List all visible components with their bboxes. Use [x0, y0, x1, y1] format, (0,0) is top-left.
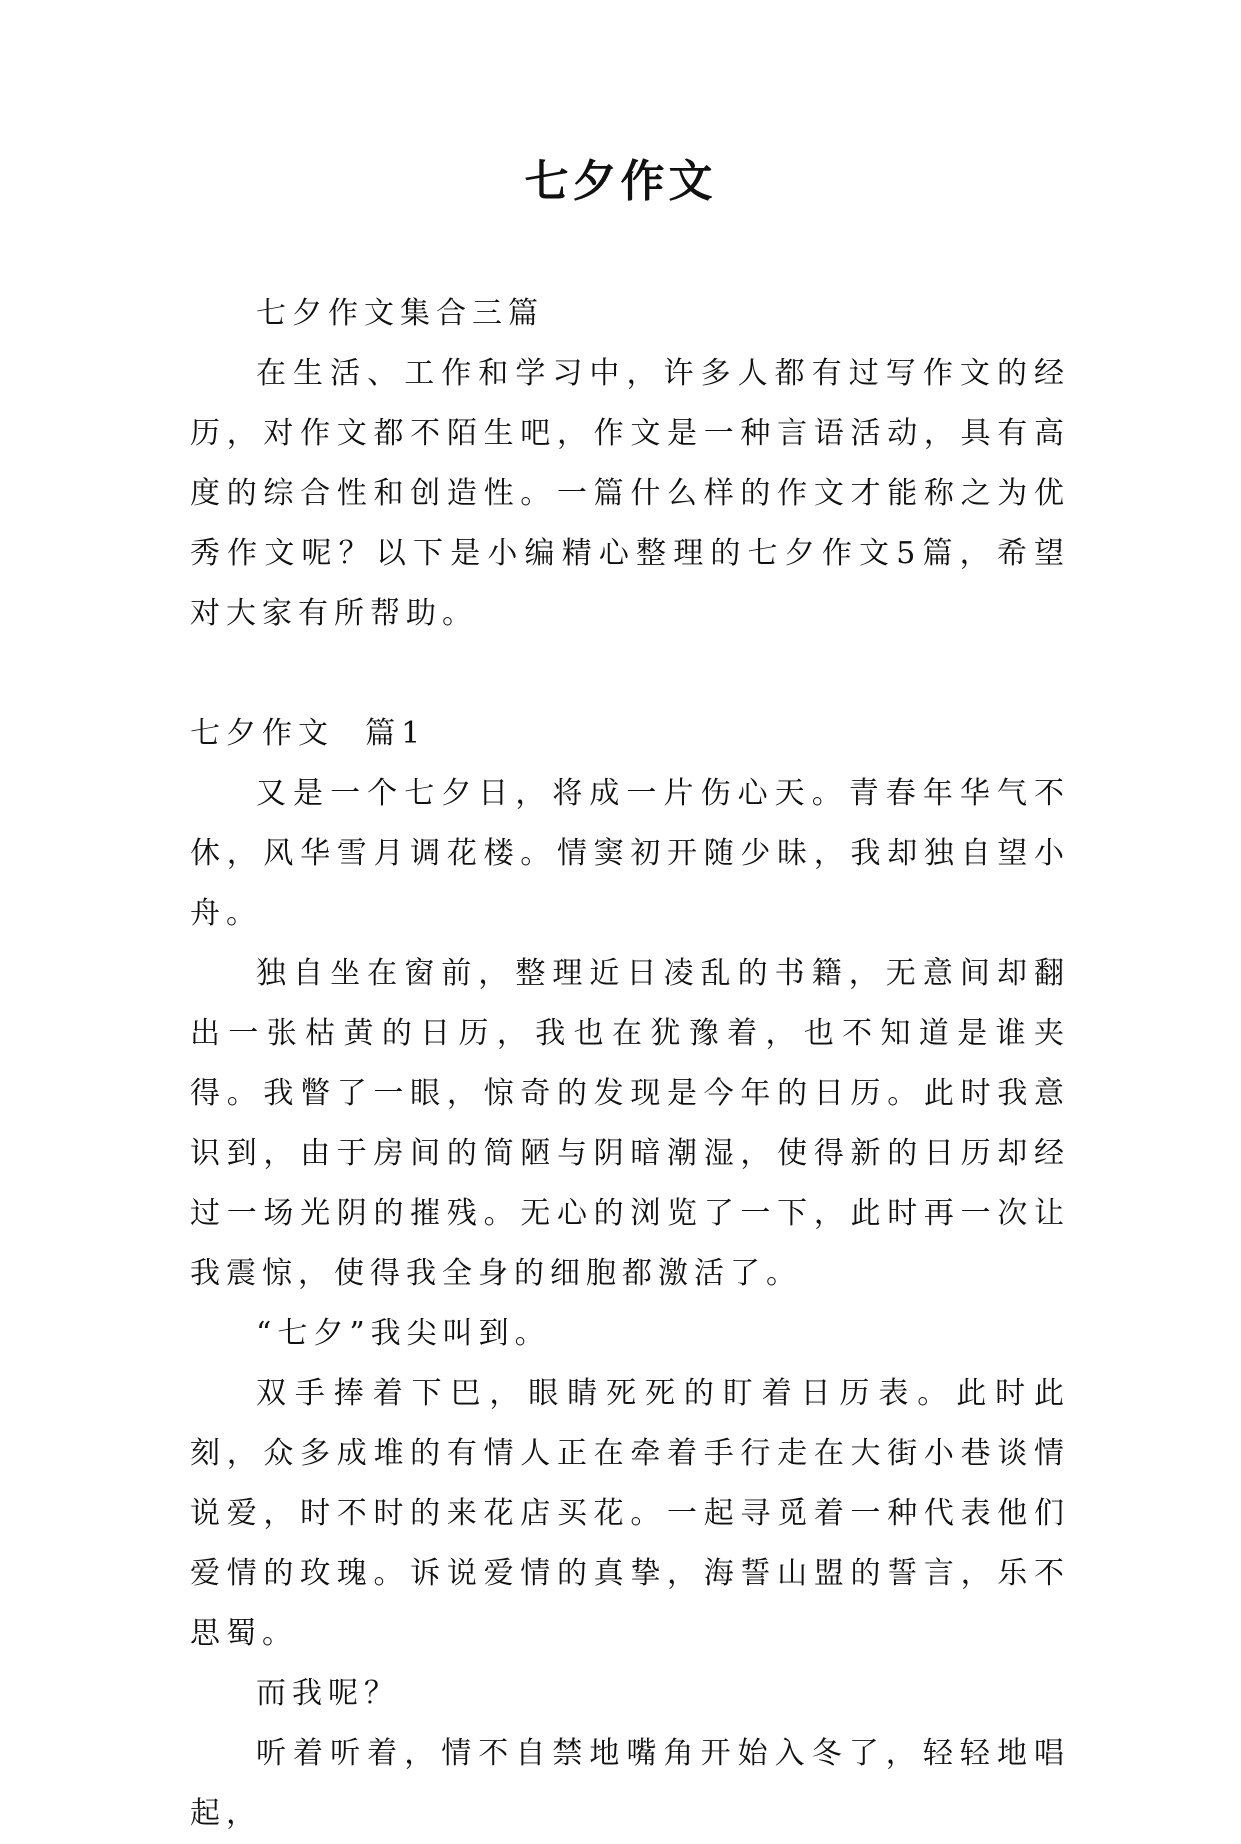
paragraph-2: 独自坐在窗前，整理近日凌乱的书籍，无意间却翻出一张枯黄的日历，我也在犹豫着，也不知道是谁夹得。我瞥了一眼，惊奇的发现是今年的日历。此时我意识到，由于房间的简陋与阴暗潮湿，使得新的日历却经过一场光阴的摧残。无心的浏览了一下，此时再一次让我震惊，使得我全身的细胞都激活了。	[190, 956, 1070, 1291]
intro-paragraph: 在生活、工作和学习中，许多人都有过写作文的经历，对作文都不陌生吧，作文是一种言语活动，具有高度的综合性和创造性。一篇什么样的作文才能称之为优秀作文呢？以下是小编精心整理的七夕作文5篇，希望对大家有所帮助。	[190, 356, 1070, 631]
paragraph-6: 听着听着，情不自禁地嘴角开始入冬了，轻轻地唱起，	[190, 1736, 1070, 1831]
paragraph-4: 双手捧着下巴，眼睛死死的盯着日历表。此时此刻，众多成堆的有情人正在牵着手行走在大街小巷谈情说爱，时不时的来花店买花。一起寻觅着一种代表他们爱情的玫瑰。诉说爱情的真挚，海誓山盟的誓言，乐不思蜀。	[190, 1376, 1070, 1651]
document-title: 七夕作文	[524, 156, 717, 207]
paragraph-5: 而我呢？	[256, 1676, 400, 1711]
paragraph-1: 又是一个七夕日，将成一片伤心天。青春年华气不休，风华雪月调花楼。情窦初开随少昧，我却独自望小舟。	[190, 776, 1070, 931]
section-heading: 七夕作文 篇1	[190, 716, 427, 751]
paragraph-3: “七夕”我尖叫到。	[256, 1316, 551, 1351]
document-body	[190, 284, 1070, 1844]
document-subtitle: 七夕作文集合三篇	[256, 296, 544, 331]
